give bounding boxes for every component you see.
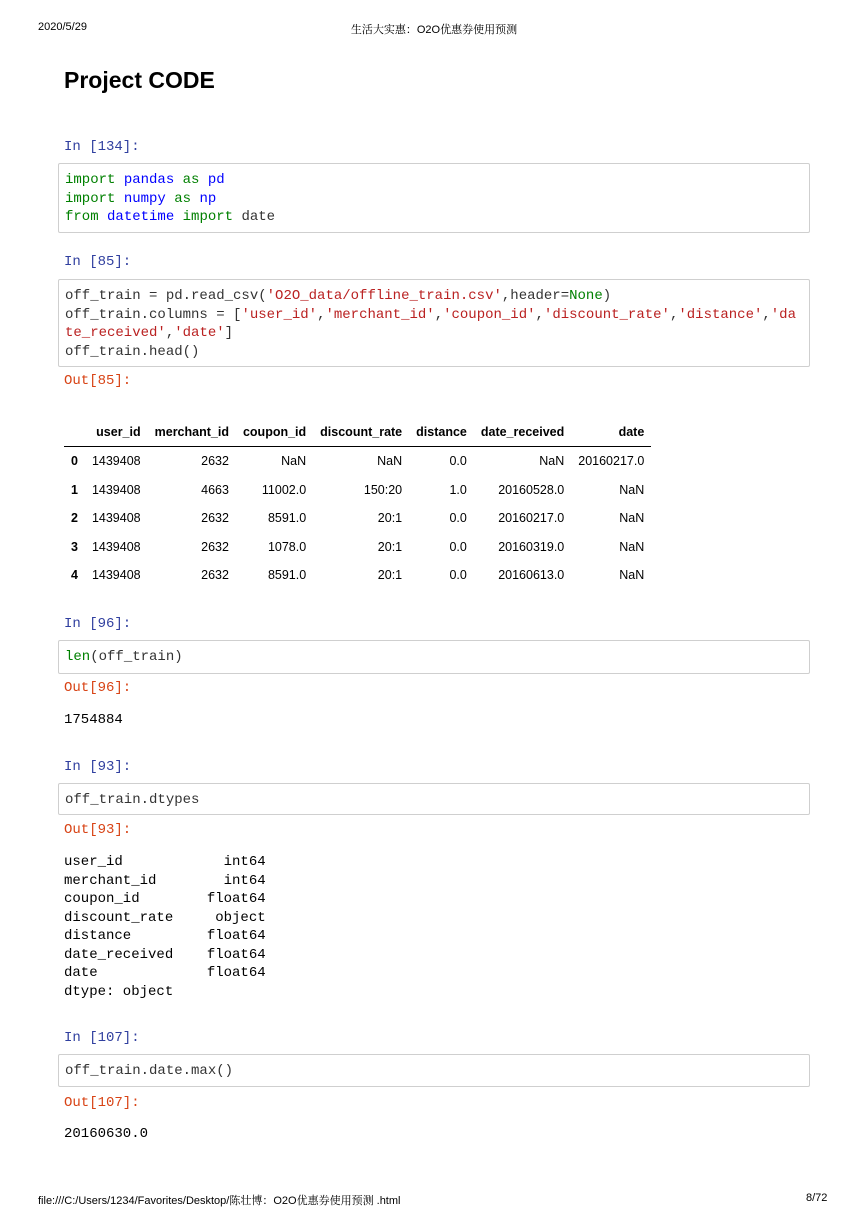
table-cell: 2632 <box>201 568 229 583</box>
table-cell: 11002.0 <box>261 482 307 497</box>
table-cell: 2632 <box>201 454 229 469</box>
table-cell: NaN <box>619 482 645 497</box>
table-cell: 4663 <box>201 482 229 497</box>
in-prompt: In [96]: <box>64 616 132 632</box>
row-index: 2 <box>71 511 78 526</box>
column-header: distance <box>409 418 474 447</box>
row-index: 3 <box>71 539 78 554</box>
row-index: 0 <box>71 454 78 469</box>
table-cell: NaN <box>619 568 645 583</box>
print-page-number: 8/72 <box>806 1192 828 1204</box>
table-cell: 1439408 <box>91 568 141 583</box>
table-cell: 20160319.0 <box>498 539 565 554</box>
table-cell: NaN <box>377 454 403 469</box>
column-header: date_received <box>474 418 571 447</box>
table-cell: 20:1 <box>377 511 403 526</box>
table-cell: 20160217.0 <box>578 454 645 469</box>
table-cell: 0.0 <box>449 539 467 554</box>
code-cell-imports[interactable]: import pandas as pd import numpy as np from datetime import date <box>58 163 810 233</box>
column-header: user_id <box>85 418 148 447</box>
table-cell: 1439408 <box>91 511 141 526</box>
table-cell: 150:20 <box>363 482 403 497</box>
column-header <box>64 418 85 447</box>
table-cell: 1439408 <box>91 482 141 497</box>
column-header: date <box>571 418 651 447</box>
output-text: user_id int64 merchant_id int64 coupon_id float64 discount_rate object distance float64 date_received float64 date float64 dtype: object <box>64 854 266 1000</box>
in-prompt: In [85]: <box>64 254 132 270</box>
row-index: 4 <box>71 568 78 583</box>
table-cell: NaN <box>281 454 307 469</box>
print-footer-path: file:///C:/Users/1234/Favorites/Desktop/陈壮博：O2O优惠券使用预测 .html <box>38 1195 401 1207</box>
table-cell: 1.0 <box>449 482 467 497</box>
dataframe-table <box>64 418 651 590</box>
table-cell: NaN <box>619 511 645 526</box>
out-prompt: Out[96]: <box>64 680 132 696</box>
page-title: Project CODE <box>64 67 215 93</box>
in-prompt: In [93]: <box>64 759 132 775</box>
table-cell: 20:1 <box>377 568 403 583</box>
table-cell: NaN <box>539 454 565 469</box>
table-cell: 0.0 <box>449 454 467 469</box>
column-header: coupon_id <box>236 418 313 447</box>
output-text: 20160630.0 <box>64 1126 149 1142</box>
table-cell: 0.0 <box>449 568 467 583</box>
row-index: 1 <box>71 482 78 497</box>
table-header-row <box>64 418 651 447</box>
column-header: discount_rate <box>313 418 409 447</box>
table-cell: 1078.0 <box>267 539 307 554</box>
out-prompt: Out[107]: <box>64 1095 140 1111</box>
print-title: 生活大实惠：O2O优惠券使用预测 <box>350 24 518 36</box>
table-cell: 1439408 <box>91 539 141 554</box>
out-prompt: Out[85]: <box>64 373 132 389</box>
code-cell-read-csv[interactable]: off_train = pd.read_csv('O2O_data/offline_train.csv',header=None) off_train.columns = ['user_id','merchant_id','coupon_id','discount_rate','distance','date_received','date'] off_train.head() <box>58 279 810 367</box>
table-cell: 8591.0 <box>267 511 307 526</box>
table-row <box>64 533 651 562</box>
table-cell: NaN <box>619 539 645 554</box>
table-row <box>64 447 651 476</box>
table-cell: 20:1 <box>377 539 403 554</box>
in-prompt: In [134]: <box>64 139 140 155</box>
output-text: 1754884 <box>64 712 123 728</box>
out-prompt: Out[93]: <box>64 822 132 838</box>
table-cell: 2632 <box>201 539 229 554</box>
table-cell: 20160217.0 <box>498 511 565 526</box>
table-cell: 1439408 <box>91 454 141 469</box>
print-date: 2020/5/29 <box>38 21 87 33</box>
table-cell: 0.0 <box>449 511 467 526</box>
table-row <box>64 476 651 505</box>
table-cell: 20160528.0 <box>498 482 565 497</box>
table-row <box>64 561 651 590</box>
code-cell-dtypes[interactable]: off_train.dtypes <box>58 783 810 815</box>
code-cell-date-max[interactable]: off_train.date.max() <box>58 1054 810 1087</box>
code-cell-len[interactable]: len(off_train) <box>58 640 810 674</box>
table-row <box>64 504 651 533</box>
in-prompt: In [107]: <box>64 1030 140 1046</box>
table-cell: 2632 <box>201 511 229 526</box>
table-cell: 8591.0 <box>267 568 307 583</box>
table-cell: 20160613.0 <box>498 568 565 583</box>
column-header: merchant_id <box>148 418 236 447</box>
